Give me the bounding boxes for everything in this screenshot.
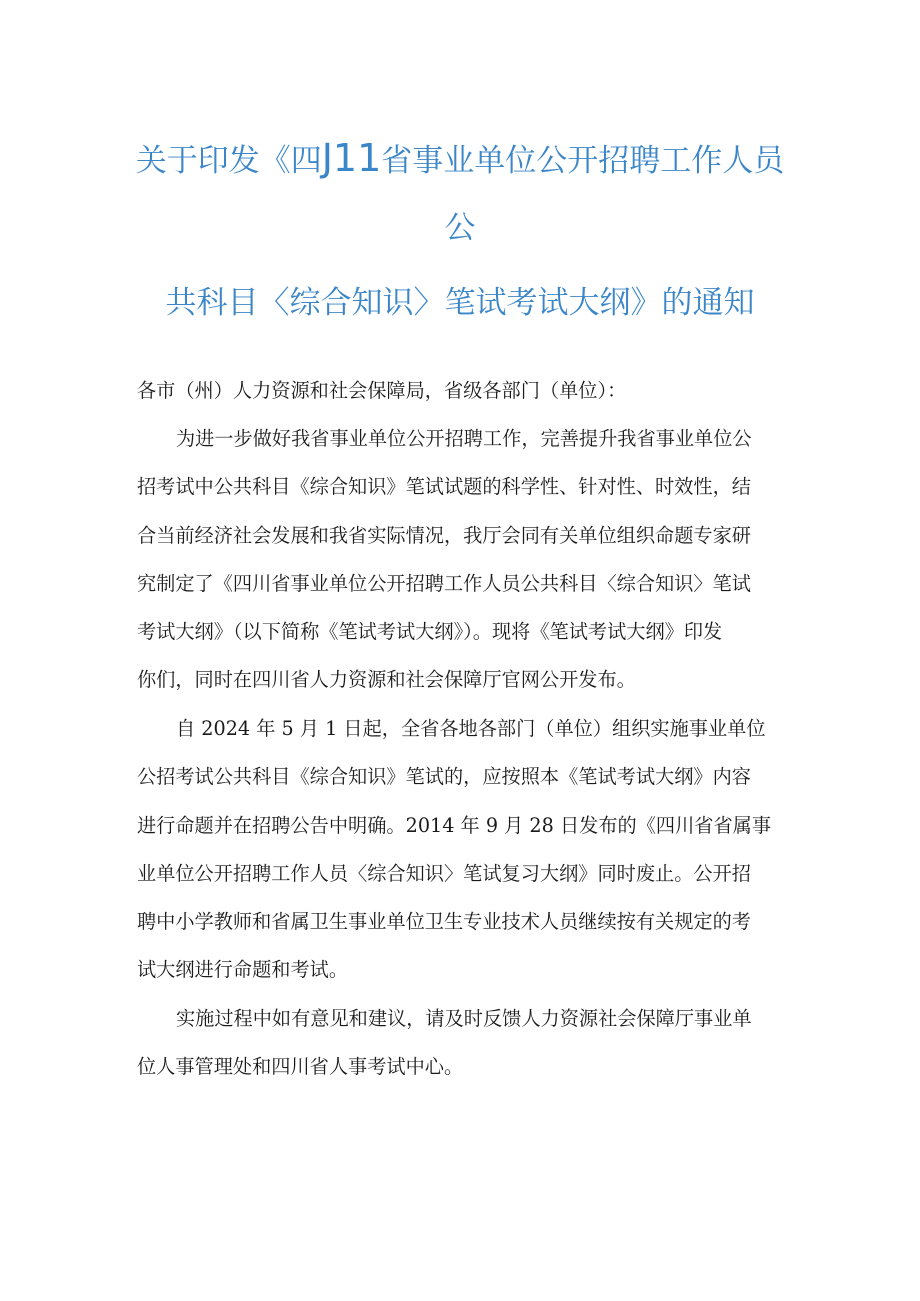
paragraph-line: 为进一步做好我省事业单位公开招聘工作，完善提升我省事业单位公 <box>176 427 752 450</box>
paragraph-line: 自 2024 年 5 月 1 日起，全省各地各部门（单位）组织实施事业单位 <box>176 717 766 740</box>
paragraph-line: 招考试中公共科目《综合知识》笔试试题的科学性、针对性、时效性，结 <box>137 475 751 499</box>
paragraph-line: 聘中小学教师和省属卫生事业单位卫生专业技术人员继续按有关规定的考 <box>137 910 751 934</box>
paragraph-line: 实施过程中如有意见和建议，请及时反馈人力资源社会保障厅事业单 <box>176 1007 752 1030</box>
paragraph-line: 究制定了《四川省事业单位公开招聘工作人员公共科目〈综合知识〉笔试 <box>137 571 751 595</box>
title-line-1-post: 省事业单位公开招聘工作人员 <box>381 143 785 179</box>
paragraph-2 <box>137 705 789 995</box>
document-title-line-3: 共科目〈综合知识〉笔试考试大纲》的通知 <box>165 285 755 321</box>
paragraph-line: 进行命题并在招聘公告中明确。2014 年 9 月 28 日发布的《四川省省属事 <box>137 813 772 837</box>
paragraph-line: 位人事管理处和四川省人事考试中心。 <box>137 1055 464 1079</box>
document-title-line-2: 公 <box>444 210 476 246</box>
paragraph-1 <box>137 415 789 705</box>
document-title-line-1 <box>0 138 920 181</box>
salutation: 各市（州）人力资源和社会保障局，省级各部门（单位）： <box>137 379 627 402</box>
title-line-1-big: J11 <box>321 136 382 180</box>
paragraph-3 <box>137 995 789 1092</box>
title-line-1-pre: 关于印发《四 <box>135 143 322 179</box>
paragraph-line: 你们，同时在四川省人力资源和社会保障厅官网公开发布。 <box>137 668 636 692</box>
paragraph-line: 业单位公开招聘工作人员〈综合知识〉笔试复习大纲》同时废止。公开招 <box>137 861 751 885</box>
paragraph-line: 公招考试公共科目《综合知识》笔试的，应按照本《笔试考试大纲》内容 <box>137 765 751 789</box>
paragraph-line: 合当前经济社会发展和我省实际情况，我厅会同有关单位组织命题专家研 <box>137 523 751 547</box>
paragraph-line: 试大纲进行命题和考试。 <box>137 958 349 982</box>
paragraph-line: 考试大纲》（以下简称《笔试考试大纲》）。现将《笔试考试大纲》印发 <box>137 620 723 644</box>
